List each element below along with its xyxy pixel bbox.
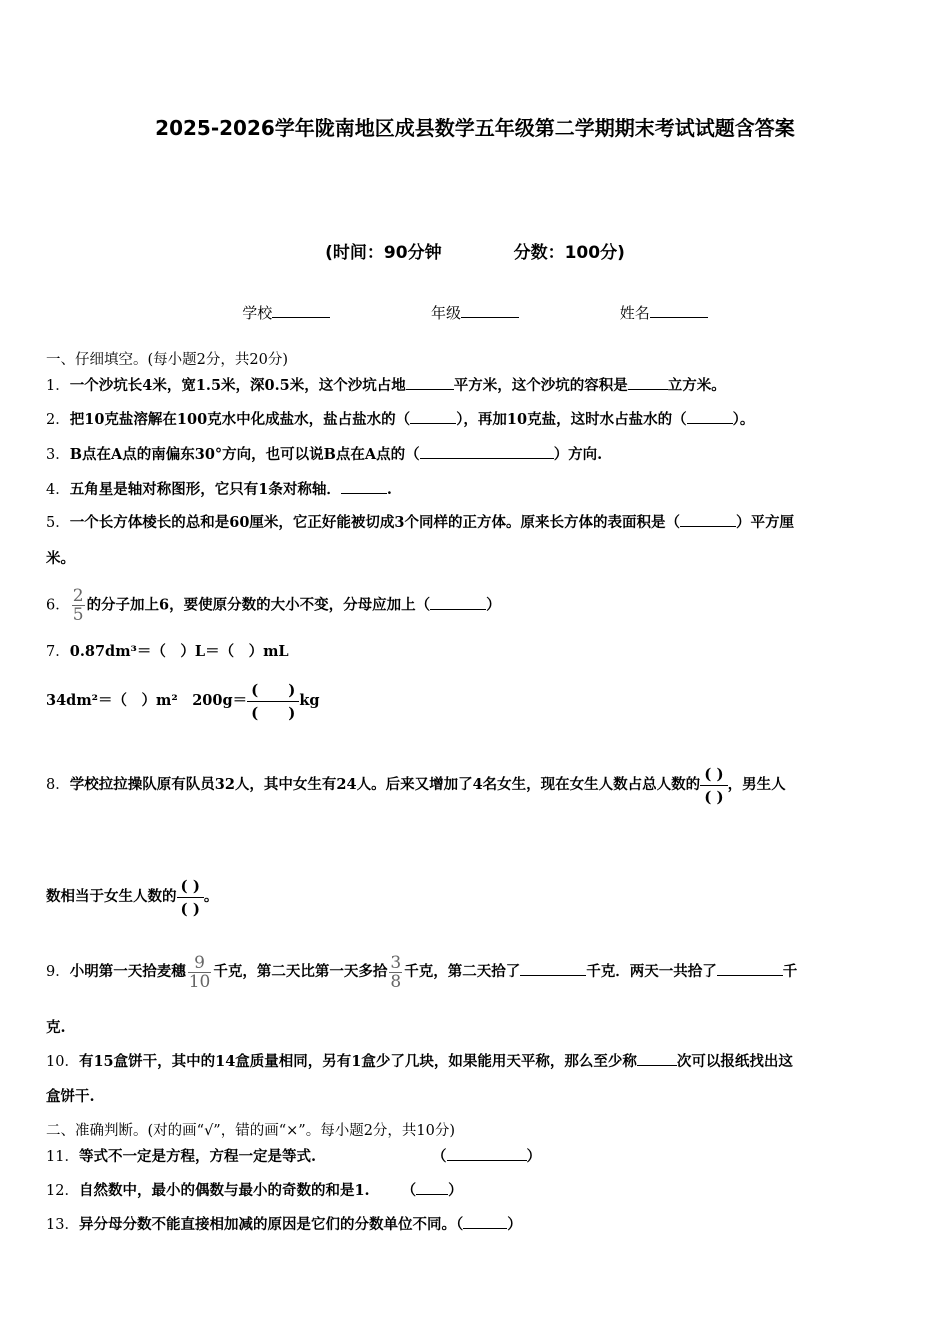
question-4: 4．五角星是轴对称图形，它只有1条对称轴． . (46, 481, 392, 498)
question-3: 3．B点在A点的南偏东30°方向，也可以说B点在A点的（ ）方向. (46, 446, 603, 463)
question-9: 9．小明第一天拾麦穗 $\frac{9}{10}$ 千克，第二天比第一天多拾 $\frac{3}{8}$ 千克，第二天拾了 千克．两天一共拾了 千 (46, 952, 798, 992)
answer-blank[interactable] (416, 1180, 448, 1195)
name-label: 姓名 (619, 304, 650, 322)
answer-blank[interactable] (687, 409, 733, 424)
fraction-two-fifths: $\frac{2}{5}$ (72, 586, 84, 625)
question-11: 11．等式不一定是方程，方程一定是等式. （ ） (46, 1148, 541, 1165)
question-7-cont: 34dm²＝（ ）m² 200g＝ ( ) ( ) kg (46, 680, 320, 722)
section-1-heading: 一、仔细填空。(每小题2分，共20分) (46, 352, 288, 368)
question-6: 6． $\frac{2}{5}$ 的分子加上6，要使原分数的大小不变，分母应加上（ ） (46, 586, 501, 625)
question-8-cont: 数相当于女生人数的 ( ) ( ) 。 (46, 876, 219, 918)
page-title: 2025-2026学年陇南地区成县数学五年级第二学期期末考试试题含答案 (155, 116, 795, 140)
fraction-blank[interactable]: ( ) ( ) (247, 679, 299, 724)
question-1: 1．一个沙坑长4米，宽1.5米，深0.5米，这个沙坑占地 平方米，这个沙坑的容积是 立方米。 (46, 377, 726, 394)
time-label: (时间：90分钟 (325, 243, 442, 263)
question-5-cont: 米。 (46, 550, 75, 567)
name-blank[interactable] (650, 303, 708, 318)
question-13: 13．异分母分数不能直接相加减的原因是它们的分数单位不同。（ ） (46, 1216, 522, 1233)
answer-blank[interactable] (680, 512, 736, 527)
answer-blank[interactable] (420, 444, 554, 459)
fraction-blank[interactable]: ( ) ( ) (700, 763, 727, 808)
answer-blank[interactable] (637, 1051, 677, 1066)
question-2: 2．把10克盐溶解在100克水中化成盐水，盐占盐水的（ ），再加10克盐，这时水占盐水的（ ）。 (46, 411, 755, 428)
question-8: 8．学校拉拉操队原有队员32人，其中女生有24人。后来又增加了4名女生，现在女生人数占总人数的 ( ) ( ) ，男生人 (46, 764, 786, 806)
score-label: 分数：100分) (513, 243, 625, 263)
school-label: 学校 (242, 304, 273, 322)
answer-blank[interactable] (406, 375, 454, 390)
grade-label: 年级 (430, 304, 461, 322)
answer-blank[interactable] (341, 479, 387, 494)
exam-meta (0, 238, 950, 263)
fraction-nine-tenths: $\frac{9}{10}$ (188, 952, 211, 992)
answer-blank[interactable] (430, 595, 486, 610)
answer-blank[interactable] (520, 961, 586, 976)
question-9-cont: 克. (46, 1019, 66, 1036)
answer-blank[interactable] (717, 961, 783, 976)
fraction-three-eighths: $\frac{3}{8}$ (390, 952, 402, 992)
answer-blank[interactable] (410, 409, 456, 424)
question-10-cont: 盒饼干. (46, 1088, 95, 1105)
question-10: 10．有15盒饼干，其中的14盒质量相同，另有1盒少了几块，如果能用天平称，那么至少称 次可以报纸找出这 (46, 1053, 793, 1070)
question-5: 5．一个长方体棱长的总和是60厘米，它正好能被切成3个同样的正方体。原来长方体的表面积是（ ）平方厘 (46, 514, 794, 531)
grade-blank[interactable] (461, 303, 519, 318)
answer-blank[interactable] (447, 1146, 527, 1161)
answer-blank[interactable] (463, 1214, 507, 1229)
section-2-heading: 二、准确判断。(对的画“√”，错的画“×”。每小题2分，共10分) (46, 1123, 456, 1139)
school-blank[interactable] (272, 303, 330, 318)
question-12: 12．自然数中，最小的偶数与最小的奇数的和是1. （ ） (46, 1182, 463, 1199)
answer-blank[interactable] (628, 375, 668, 390)
student-info (0, 302, 950, 323)
question-7: 7．0.87dm³＝（ ）L＝（ ）mL (46, 643, 289, 660)
fraction-blank[interactable]: ( ) ( ) (177, 875, 204, 920)
